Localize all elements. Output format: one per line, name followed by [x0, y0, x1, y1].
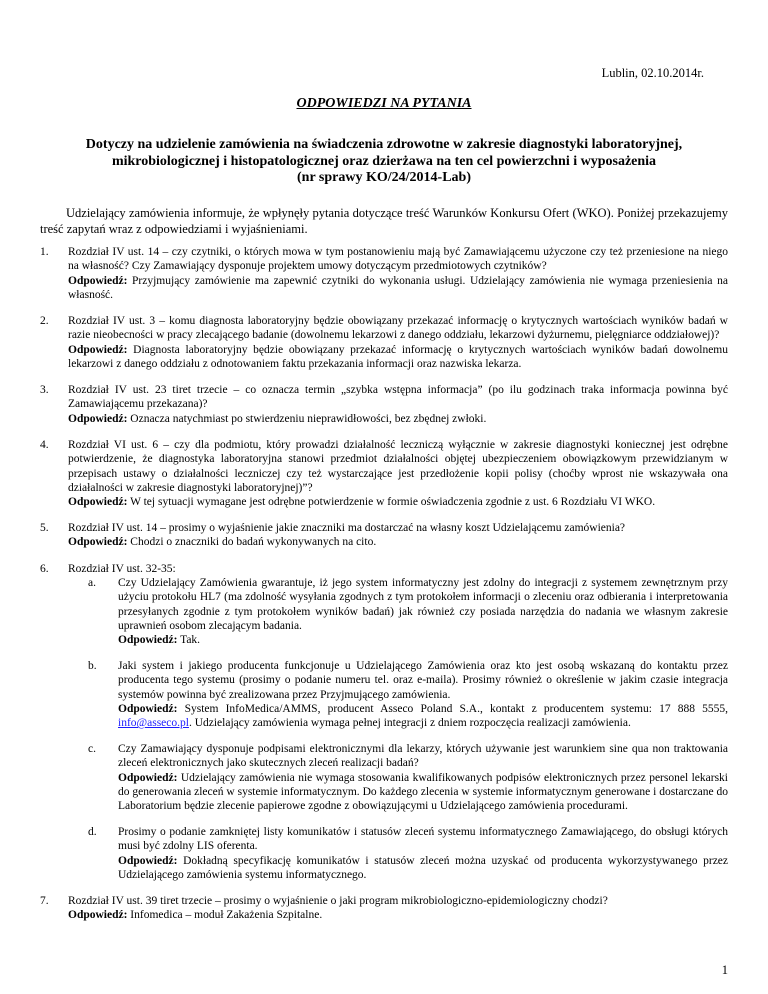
email-link[interactable]: info@asseco.pl — [118, 717, 189, 730]
answer-label: Odpowiedź: — [68, 343, 128, 356]
subquestion-letter: c. — [88, 743, 96, 755]
question-number: 5. — [40, 522, 49, 534]
answer-text: Udzielający zamówienia nie wymaga stosowania kwalifikowanych podpisów elektronicznych przez personel lekarski do generowania zleceń w systemie informatycznym. Do każdego zlecenia w systemie informatycznym generowane i dostarczane do Laboratorium będzie zlecenie papierowe zgodne z obowiązującymi u Udzielającego zamówienia procedurami. — [118, 771, 728, 813]
question-number: 6. — [40, 563, 49, 575]
answer-text: Infomedica – moduł Zakażenia Szpitalne. — [130, 909, 323, 922]
document-subject — [40, 137, 728, 187]
question-item — [40, 521, 728, 550]
question-item — [40, 245, 728, 302]
answer-label: Odpowiedź: — [68, 909, 128, 922]
question-number: 4. — [40, 439, 49, 451]
question-text: Rozdział IV ust. 39 tiret trzecie – prosimy o wyjaśnienie o jaki program mikrobiologiczno-epidemiologiczny chodzi? — [68, 895, 608, 907]
subquestion-item — [68, 576, 728, 647]
question-number: 1. — [40, 246, 49, 258]
question-item — [40, 894, 728, 923]
subquestion-item — [68, 825, 728, 882]
question-number: 7. — [40, 895, 49, 907]
subquestion-item — [68, 742, 728, 813]
answer-text: Przyjmujący zamówienie ma zapewnić czytniki do wykonania usługi. Udzielający zamówienia nie wymaga przeniesienia na własność. — [68, 274, 728, 301]
question-number: 3. — [40, 384, 49, 396]
answer-label: Odpowiedź: — [118, 771, 178, 784]
answer-text: System InfoMedica/AMMS, producent Asseco Poland S.A., kontakt z producentem systemu: 17 888 5555, — [184, 702, 729, 715]
page-number: 1 — [721, 963, 728, 977]
question-text: Rozdział VI ust. 6 – czy dla podmiotu, który prowadzi działalność leczniczą wyłącznie w zakresie diagnostyki koniecznej jest odrębne potwierdzenie, że diagnostyka laboratoryjna stanowi przedmiot działalności objętej ubezpieczeniem obowiązkowym przewidzianym w przepisach ustawy o działalności leczniczej czy też wystarczające jest przedłożenie kopii polisy (choćby wprost nie wskazywała ona działalności w zakresie diagnostyki laboratoryjnej)”? — [68, 439, 728, 494]
question-item — [40, 438, 728, 509]
subquestion-item — [68, 659, 728, 730]
answer-text: Chodzi o znaczniki do badań wykonywanych na cito. — [130, 536, 377, 549]
subquestion-text: Czy Udzielający Zamówienia gwarantuje, iż jego system informatyczny jest zdolny do integracji z systemem zewnętrznym przy użyciu protokołu HL7 (ma zdolność wysyłania zgodnych z tym protokołem informacji o zleceniu oraz odbierania i interpretowania przesyłanych zgodnie z tym protokołem wyników badań) jak również czy posiada narzędzia do nadania we własnym zakresie uprawnień osobom zlecającym badania. — [118, 577, 728, 632]
subquestion-letter: a. — [88, 577, 96, 589]
answer-text: Tak. — [180, 634, 201, 647]
subquestion-text: Jaki system i jakiego producenta funkcjonuje u Udzielającego Zamówienia oraz kto jest osobą wskazaną do kontaktu przez producenta tego systemu (prosimy o podanie numeru tel. oraz e-maila). Prosimy również o określenie w jakim czasie integracja systemów powinna być zrealizowana przez Przyjmującego zamówienia. — [118, 660, 728, 701]
subquestion-text: Prosimy o podanie zamkniętej listy komunikatów i statusów zleceń systemu informatycznego Zamawiającego, do obsługi których musi być zdolny LIS oferenta. — [118, 826, 728, 853]
subject-line: Dotyczy na udzielenie zamówienia na świadczenia zdrowotne w zakresie diagnostyki laboratoryjnej, — [85, 137, 683, 152]
intro-paragraph: Udzielający zamówienia informuje, że wpłynęły pytania dotyczące treść Warunków Konkursu Ofert (WKO). Poniżej przekazujemy treść zapytań wraz z odpowiedziami i wyjaśnieniami. — [40, 206, 728, 236]
document-date: Lublin, 02.10.2014r. — [601, 66, 704, 80]
subject-line: mikrobiologicznej i histopatologicznej oraz dzierżawa na ten cel powierzchni i wyposażenia — [111, 153, 657, 169]
subject-line: (nr sprawy KO/24/2014-Lab) — [297, 170, 471, 185]
answer-label: Odpowiedź: — [68, 274, 128, 287]
answer-text: W tej sytuacji wymagane jest odrębne potwierdzenie w formie oświadczenia zgodnie z ust. 6 Rozdziału VI WKO. — [130, 496, 656, 509]
question-text: Rozdział IV ust. 23 tiret trzecie – co oznacza termin „szybka wstępna informacja” (po ilu godzinach traka informacja powinna być Zamawiającemu przekazana)? — [68, 384, 728, 411]
answer-label: Odpowiedź: — [68, 536, 128, 549]
question-item — [40, 562, 728, 576]
subquestion-text: Czy Zamawiający dysponuje podpisami elektronicznymi dla lekarzy, których używanie jest warunkiem sine qua non traktowania zleceń elektronicznych jako skutecznych zleceń realizacji badań? — [118, 743, 728, 770]
question-item — [40, 314, 728, 371]
answer-label: Odpowiedź: — [68, 496, 128, 509]
answer-label: Odpowiedź: — [68, 412, 128, 425]
question-text: Rozdział IV ust. 3 – komu diagnosta laboratoryjny będzie obowiązany przekazać informację o krytycznych wartościach wyników badań w razie nieobecności w pracy zlecającego badanie (dowolnemu lekarzowi z danego oddziału, lekarzowi dyżurnemu, pielęgniarce oddziałowej)? — [68, 315, 728, 342]
subquestion-letter: d. — [88, 826, 97, 838]
answer-text: Oznacza natychmiast po stwierdzeniu nieprawidłowości, bez zbędnej zwłoki. — [130, 412, 487, 425]
question-item — [40, 383, 728, 426]
subquestion-letter: b. — [88, 660, 97, 672]
answer-label: Odpowiedź: — [118, 854, 178, 867]
answer-text: . Udzielający zamówienia wymaga pełnej integracji z dniem rozpoczęcia realizacji zamówienia. — [188, 717, 631, 730]
page-title: ODPOWIEDZI NA PYTANIA — [296, 96, 472, 111]
question-number: 2. — [40, 315, 49, 327]
question-text: Rozdział IV ust. 14 – prosimy o wyjaśnienie jakie znaczniki ma dostarczać na własny koszt Udzielającemu zamówienia? — [68, 522, 626, 534]
answer-label: Odpowiedź: — [118, 634, 178, 647]
answer-text: Dokładną specyfikację komunikatów i statusów zleceń można uzyskać od producenta wykorzystywanego przez Udzielającego zamówienia systemu informatycznego. — [118, 854, 729, 881]
answer-label: Odpowiedź: — [118, 702, 178, 715]
question-text: Rozdział IV ust. 14 – czy czytniki, o których mowa w tym postanowieniu mają być Zamawiającemu użyczone czy też przeniesione na niego na własność? Czy Zamawiający dysponuje projektem umowy dotyczącym przedmiotowych czytników? — [68, 246, 728, 273]
question-text: Rozdział IV ust. 32-35: — [68, 563, 176, 575]
answer-text: Diagnosta laboratoryjny będzie obowiązany przekazać informację o krytycznych wartościach wyników badań dowolnemu lekarzowi z danego oddziału z odnotowaniem faktu przekazania informacji oraz nazwiska lekarza. — [68, 343, 728, 370]
